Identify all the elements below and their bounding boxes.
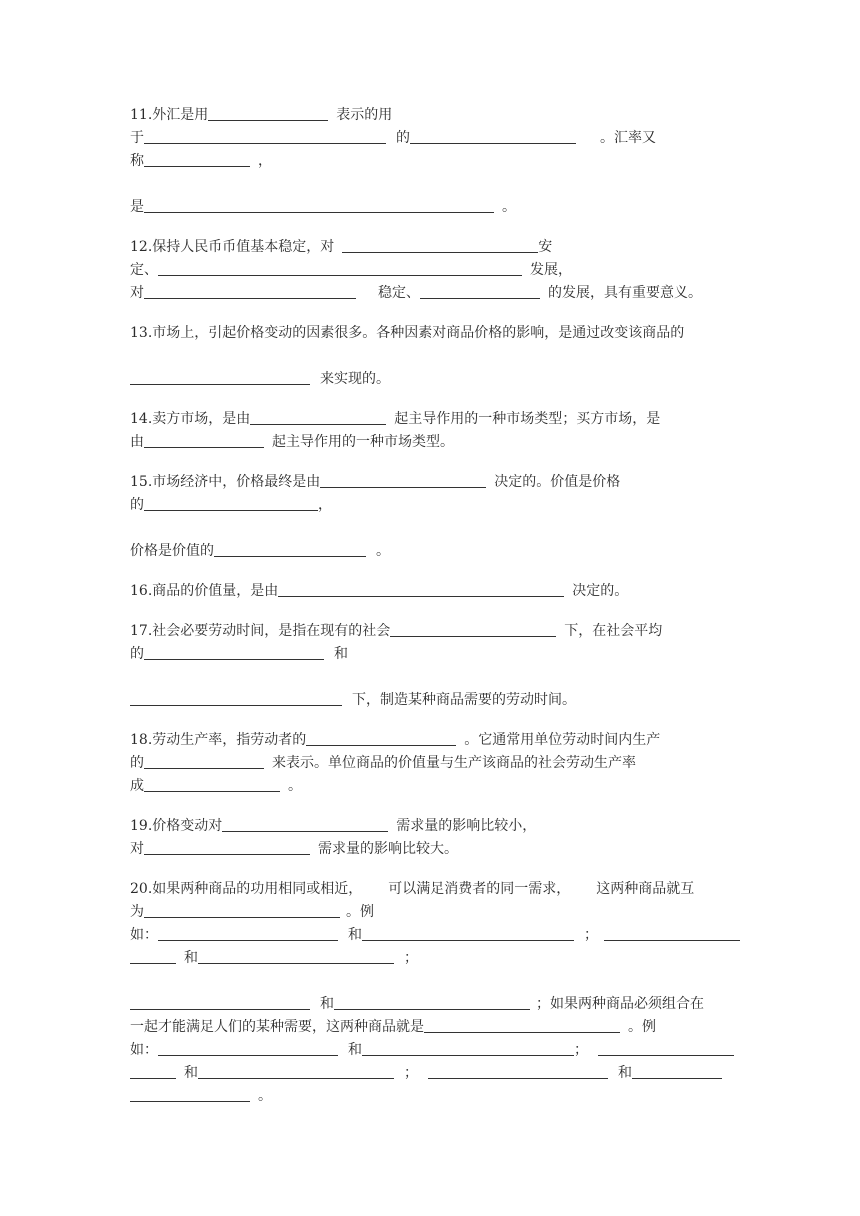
question-20-line-8 bbox=[130, 1062, 730, 1085]
question-15-line-2 bbox=[130, 494, 730, 517]
question-text: 价格是价值的 bbox=[130, 543, 214, 559]
question-11-line-2 bbox=[130, 127, 730, 150]
question-18-line-3 bbox=[130, 775, 730, 798]
answer-blank[interactable] bbox=[208, 104, 328, 121]
question-text: 和 bbox=[348, 927, 362, 943]
answer-blank[interactable] bbox=[144, 282, 356, 299]
question-text: 成 bbox=[130, 778, 144, 794]
question-20-line-5 bbox=[130, 993, 730, 1016]
answer-blank[interactable] bbox=[334, 993, 530, 1010]
question-15-line-1 bbox=[130, 471, 730, 494]
question-text: .卖方市场，是由 bbox=[147, 411, 251, 427]
question-12-line-2 bbox=[130, 259, 730, 282]
answer-blank[interactable] bbox=[130, 368, 310, 385]
answer-blank[interactable] bbox=[420, 282, 540, 299]
answer-blank[interactable] bbox=[214, 540, 366, 557]
question-text: 和 bbox=[618, 1065, 632, 1081]
question-text: ， bbox=[258, 153, 272, 169]
question-text: 的 bbox=[130, 755, 144, 771]
answer-blank[interactable] bbox=[144, 838, 310, 855]
question-20-line-2 bbox=[130, 901, 730, 924]
question-number: 16 bbox=[130, 583, 148, 599]
answer-blank[interactable] bbox=[130, 689, 342, 706]
question-text: 。 bbox=[258, 1088, 272, 1104]
question-20-line-1 bbox=[130, 878, 730, 901]
answer-blank[interactable] bbox=[306, 729, 456, 746]
question-text: 。 bbox=[502, 199, 516, 215]
question-text: 发展， bbox=[530, 262, 572, 278]
answer-blank[interactable] bbox=[390, 620, 556, 637]
question-17-line-2 bbox=[130, 643, 730, 666]
answer-blank[interactable] bbox=[428, 1062, 608, 1079]
worksheet bbox=[130, 104, 730, 1108]
question-text: ； bbox=[584, 927, 598, 943]
question-text: .商品的价值量，是由 bbox=[147, 583, 279, 599]
question-text: 决定的。价值是价格 bbox=[494, 474, 621, 490]
question-text: 需求量的影响比较小， bbox=[396, 818, 537, 834]
question-text: 对 bbox=[130, 285, 144, 301]
answer-blank[interactable] bbox=[130, 1085, 250, 1102]
question-17-line-3 bbox=[130, 689, 730, 712]
question-number: 15 bbox=[130, 474, 148, 490]
question-number: 12 bbox=[130, 239, 148, 255]
question-text: 决定的。 bbox=[572, 583, 629, 599]
question-number: 14 bbox=[130, 411, 148, 427]
answer-blank[interactable] bbox=[362, 1039, 574, 1056]
question-text: 安 bbox=[538, 239, 553, 255]
answer-blank[interactable] bbox=[158, 1039, 338, 1056]
question-text: 可以满足消费者的同一需求， bbox=[388, 881, 571, 897]
question-text: .外汇是用 bbox=[147, 107, 209, 123]
question-text: ；如果两种商品必须组合在 bbox=[536, 996, 704, 1012]
answer-blank[interactable] bbox=[144, 127, 386, 144]
question-text: 起主导作用的一种市场类型；买方市场，是 bbox=[394, 411, 661, 427]
question-text: 为 bbox=[130, 904, 144, 920]
question-20-line-6 bbox=[130, 1016, 730, 1039]
answer-blank[interactable] bbox=[144, 775, 280, 792]
question-text: 的发展，具有重要意义。 bbox=[548, 285, 702, 301]
question-text: .社会必要劳动时间，是指在现有的社会 bbox=[147, 623, 391, 639]
answer-blank[interactable] bbox=[222, 815, 388, 832]
question-11-line-4 bbox=[130, 196, 730, 219]
question-text: .劳动生产率，指劳动者的 bbox=[147, 732, 307, 748]
answer-blank[interactable] bbox=[362, 924, 574, 941]
question-number: 20 bbox=[130, 881, 148, 897]
answer-blank[interactable] bbox=[130, 1062, 176, 1079]
question-text: 和 bbox=[348, 1042, 362, 1058]
question-text: ； bbox=[404, 950, 418, 966]
question-text: 。例 bbox=[346, 904, 374, 920]
answer-blank[interactable] bbox=[144, 752, 264, 769]
question-text: .市场经济中，价格最终是由 bbox=[147, 474, 321, 490]
question-text: 定、 bbox=[130, 262, 158, 278]
question-text: 是 bbox=[130, 199, 144, 215]
question-12-line-3 bbox=[130, 282, 730, 305]
question-text: ， bbox=[318, 497, 332, 513]
question-14-line-2 bbox=[130, 431, 730, 454]
question-19-line-1 bbox=[130, 815, 730, 838]
question-text: .市场上，引起价格变动的因素很多。各种因素对商品价格的影响，是通过改变该商品的 bbox=[147, 325, 685, 341]
question-text: 一起才能满足人们的某种需要，这两种商品就是 bbox=[130, 1019, 424, 1035]
question-text: 对 bbox=[130, 841, 144, 857]
answer-blank[interactable] bbox=[144, 150, 250, 167]
question-text: 和 bbox=[184, 1065, 198, 1081]
question-text: 起主导作用的一种市场类型。 bbox=[272, 434, 454, 450]
answer-blank[interactable] bbox=[144, 494, 318, 511]
question-12-line-1 bbox=[130, 236, 730, 259]
question-text: 如： bbox=[130, 1042, 158, 1058]
question-14-line-1 bbox=[130, 408, 730, 431]
question-text: 的 bbox=[130, 497, 144, 513]
answer-blank[interactable] bbox=[632, 1062, 722, 1079]
answer-blank[interactable] bbox=[604, 924, 740, 941]
answer-blank[interactable] bbox=[598, 1039, 734, 1056]
question-19-line-2 bbox=[130, 838, 730, 861]
question-15-line-3 bbox=[130, 540, 730, 563]
question-text: 。 bbox=[376, 543, 390, 559]
question-text: 。例 bbox=[628, 1019, 656, 1035]
question-number: 13 bbox=[130, 325, 148, 341]
question-text: 。它通常用单位劳动时间内生产 bbox=[464, 732, 661, 748]
question-number: 18 bbox=[130, 732, 148, 748]
answer-blank[interactable] bbox=[144, 431, 264, 448]
answer-blank[interactable] bbox=[410, 127, 576, 144]
question-text: 表示的用 bbox=[336, 107, 393, 123]
question-11-line-1 bbox=[130, 104, 730, 127]
question-text: .价格变动对 bbox=[147, 818, 223, 834]
question-text: .保持人民币币值基本稳定，对 bbox=[147, 239, 335, 255]
answer-blank[interactable] bbox=[198, 947, 394, 964]
answer-blank[interactable] bbox=[342, 236, 538, 253]
answer-blank[interactable] bbox=[198, 1062, 394, 1079]
answer-blank[interactable] bbox=[144, 196, 494, 213]
answer-blank[interactable] bbox=[158, 259, 522, 276]
question-text: 来实现的。 bbox=[320, 371, 390, 387]
question-text: 来表示。单位商品的价值量与生产该商品的社会劳动生产率 bbox=[272, 755, 636, 771]
question-text: 和 bbox=[320, 996, 334, 1012]
question-text: ； bbox=[574, 1042, 588, 1058]
question-text: .如果两种商品的功用相同或相近， bbox=[147, 881, 363, 897]
question-20-line-4 bbox=[130, 947, 730, 970]
answer-blank[interactable] bbox=[278, 580, 564, 597]
question-number: 11 bbox=[130, 107, 148, 123]
question-text: 称 bbox=[130, 153, 144, 169]
question-16-line-1 bbox=[130, 580, 730, 603]
question-20-line-3 bbox=[130, 924, 730, 947]
answer-blank[interactable] bbox=[144, 901, 340, 918]
question-text: 的 bbox=[396, 130, 410, 146]
question-text: 和 bbox=[334, 646, 348, 662]
question-text: 稳定、 bbox=[378, 285, 420, 301]
question-text: 这两种商品就互 bbox=[596, 881, 695, 897]
question-text: 下，在社会平均 bbox=[564, 623, 663, 639]
question-13-line-2 bbox=[130, 368, 730, 391]
question-text: 的 bbox=[130, 646, 144, 662]
question-text: 下，制造某种商品需要的劳动时间。 bbox=[352, 692, 576, 708]
question-text: 需求量的影响比较大。 bbox=[318, 841, 458, 857]
question-text: ； bbox=[404, 1065, 418, 1081]
answer-blank[interactable] bbox=[250, 408, 386, 425]
question-text: 如： bbox=[130, 927, 158, 943]
answer-blank[interactable] bbox=[320, 471, 486, 488]
question-text: 于 bbox=[130, 130, 144, 146]
answer-blank[interactable] bbox=[130, 993, 310, 1010]
answer-blank[interactable] bbox=[424, 1016, 620, 1033]
question-20-line-9 bbox=[130, 1085, 730, 1108]
answer-blank[interactable] bbox=[158, 924, 338, 941]
question-number: 19 bbox=[130, 818, 148, 834]
question-number: 17 bbox=[130, 623, 148, 639]
question-18-line-1 bbox=[130, 729, 730, 752]
answer-blank[interactable] bbox=[144, 643, 324, 660]
question-text: 。汇率又 bbox=[600, 130, 656, 146]
answer-blank[interactable] bbox=[130, 947, 176, 964]
question-text: 和 bbox=[184, 950, 198, 966]
question-20-line-7 bbox=[130, 1039, 730, 1062]
question-text: 。 bbox=[288, 778, 302, 794]
question-13-line-1 bbox=[130, 322, 730, 345]
question-18-line-2 bbox=[130, 752, 730, 775]
question-text: 由 bbox=[130, 434, 144, 450]
question-11-line-3 bbox=[130, 150, 730, 173]
question-17-line-1 bbox=[130, 620, 730, 643]
